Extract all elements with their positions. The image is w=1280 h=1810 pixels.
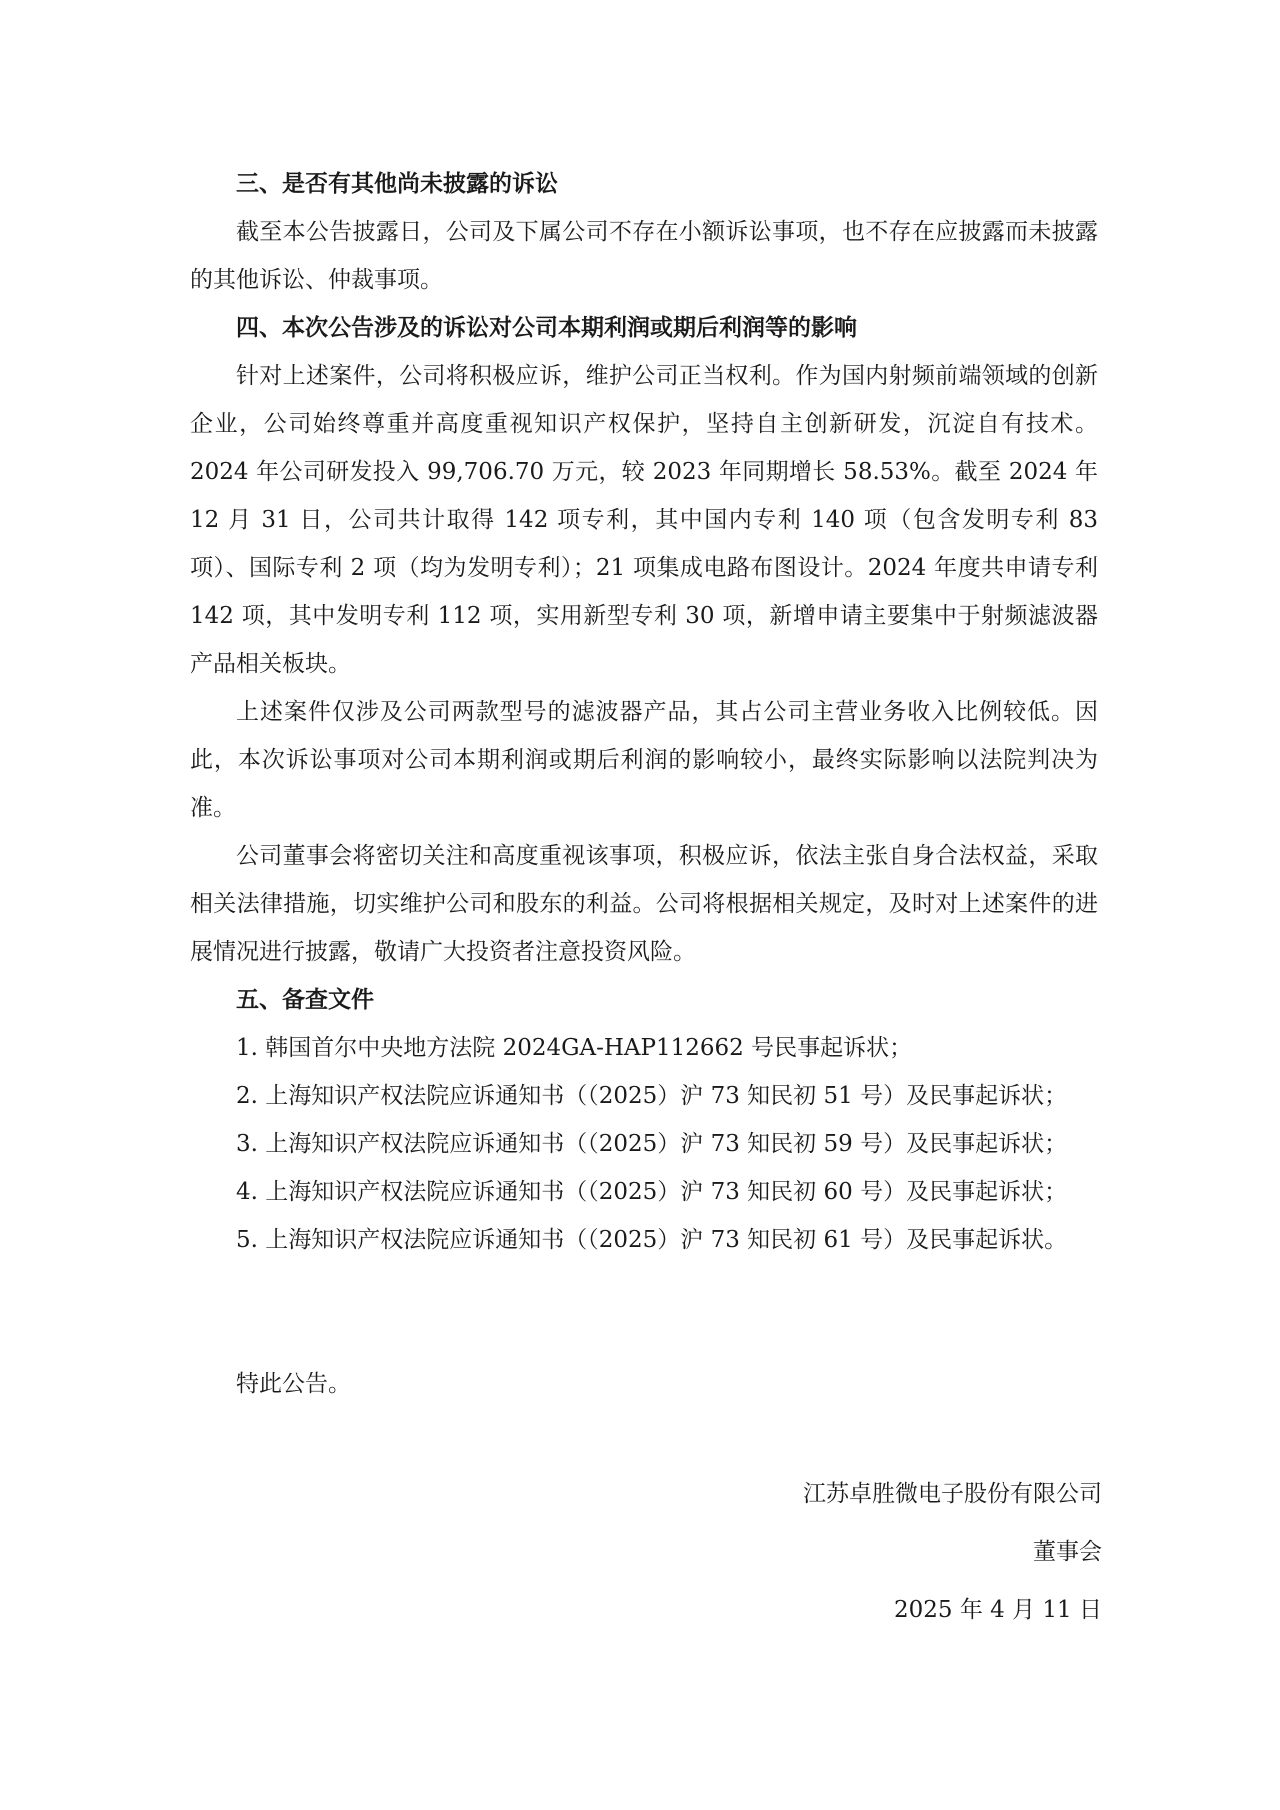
reference-document-item: 1. 韩国首尔中央地方法院 2024GA-HAP112662 号民事起诉状； [236,1035,913,1061]
section-4-paragraph: 针对上述案件，公司将积极应诉，维护公司正当权利。作为国内射频前端领域的创新企业，公司始终尊重并高度重视知识产权保护，坚持自主创新研发，沉淀自有技术。2024 年公司研发投入 99,706.70 万元，较 2023 年同期增长 58.53%。截至 2024 年 12 月 31 日，公司共计取得 142 项专利，其中国内专利 140 项（包含发明专利 83 项）、国际专利 2 项（均为发明专利）；21 项集成电路布图设计。2024 年度共申请专利 142 项，其中发明专利 112 项，实用新型专利 30 项，新增申请主要集中于射频滤波器产品相关板块。 [190,363,1098,677]
section-4-paragraph: 上述案件仅涉及公司两款型号的滤波器产品，其占公司主营业务收入比例较低。因此，本次诉讼事项对公司本期利润或期后利润的影响较小，最终实际影响以法院判决为准。 [190,699,1098,821]
section-4-paragraph: 公司董事会将密切关注和高度重视该事项，积极应诉，依法主张自身合法权益，采取相关法律措施，切实维护公司和股东的利益。公司将根据相关规定，及时对上述案件的进展情况进行披露，敬请广大投资者注意投资风险。 [190,843,1098,965]
closing-statement: 特此公告。 [236,1371,351,1397]
reference-document-item: 3. 上海知识产权法院应诉通知书（（2025）沪 73 知民初 59 号）及民事起诉状； [236,1131,1068,1157]
signature-board: 董事会 [1033,1539,1102,1565]
document-body [190,160,1098,1264]
signature-company: 江苏卓胜微电子股份有限公司 [803,1481,1102,1507]
section-4-heading: 四、本次公告涉及的诉讼对公司本期利润或期后利润等的影响 [236,314,857,341]
section-5-heading: 五、备查文件 [236,986,374,1013]
reference-document-item: 2. 上海知识产权法院应诉通知书（（2025）沪 73 知民初 51 号）及民事起诉状； [236,1083,1068,1109]
section-3-heading: 三、是否有其他尚未披露的诉讼 [236,170,558,197]
reference-document-item: 4. 上海知识产权法院应诉通知书（（2025）沪 73 知民初 60 号）及民事起诉状； [236,1179,1068,1205]
section-3-paragraph: 截至本公告披露日，公司及下属公司不存在小额诉讼事项，也不存在应披露而未披露的其他诉讼、仲裁事项。 [190,219,1098,293]
reference-document-item: 5. 上海知识产权法院应诉通知书（（2025）沪 73 知民初 61 号）及民事起诉状。 [236,1227,1068,1253]
signature-date: 2025 年 4 月 11 日 [894,1597,1102,1623]
